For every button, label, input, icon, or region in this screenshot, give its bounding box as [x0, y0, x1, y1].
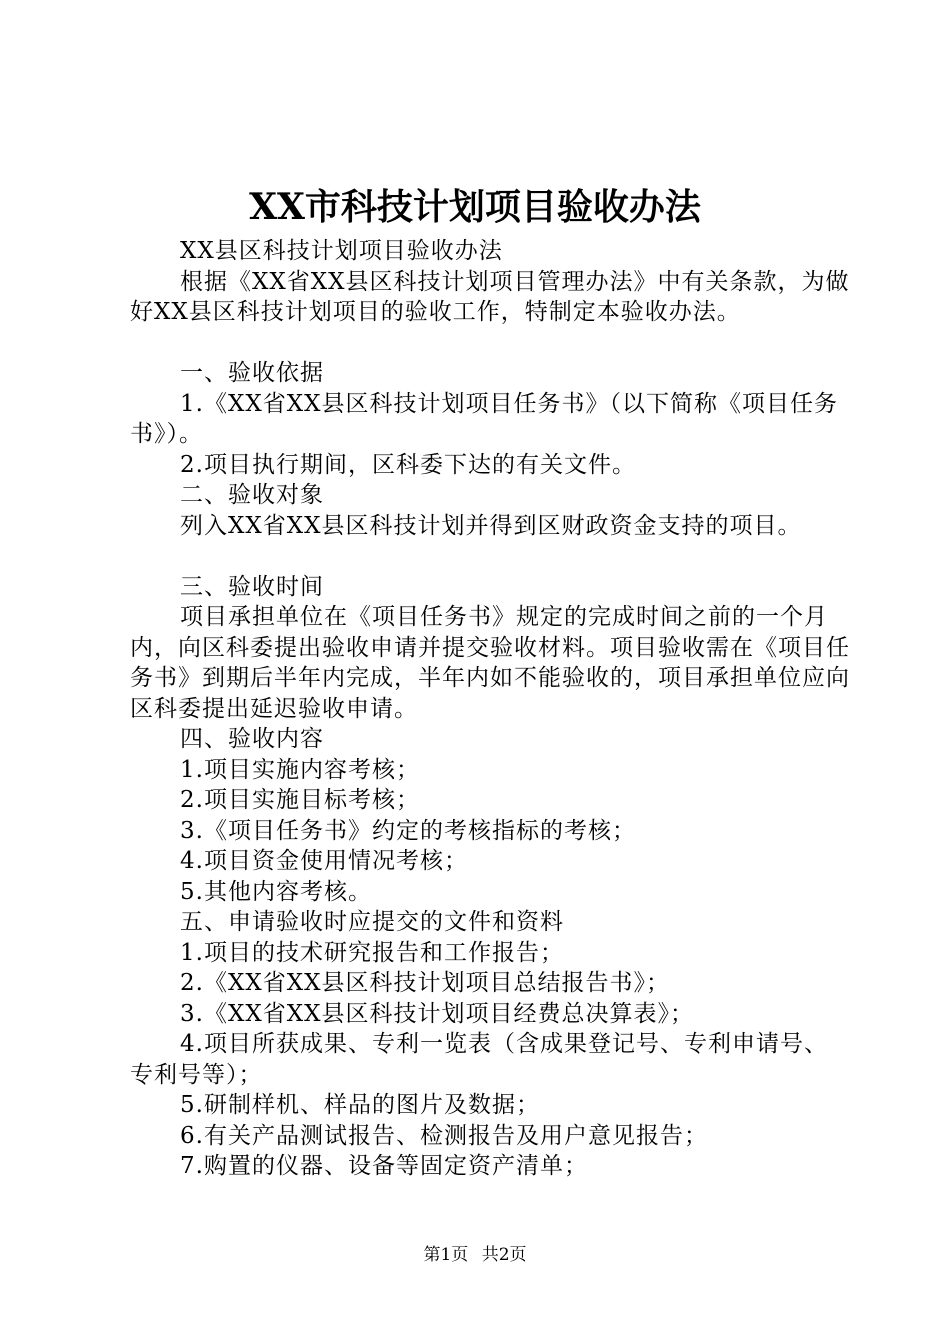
section-heading: 一、验收依据 — [180, 360, 324, 386]
page-footer — [0, 1243, 950, 1267]
list-item: 7.购置的仪器、设备等固定资产清单； — [180, 1153, 588, 1179]
section-heading: 二、验收对象 — [180, 482, 324, 508]
page-total: 共2页 — [481, 1245, 527, 1265]
blank-line — [130, 328, 850, 359]
paragraph: 1.《XX省XX县区科技计划项目任务书》（以下简称《项目任务书》）。 — [130, 390, 838, 447]
list-item: 5.研制样机、样品的图片及数据； — [180, 1092, 540, 1118]
list-item: 3.《XX省XX县区科技计划项目经费总决算表》； — [180, 1000, 694, 1027]
list-item: 2.项目实施目标考核； — [180, 787, 420, 813]
section-heading: 三、验收时间 — [180, 573, 324, 600]
document-title: XX市科技计划项目验收办法 — [249, 186, 701, 228]
section-heading: 四、验收内容 — [180, 726, 324, 752]
paragraph: 2.项目执行期间，区科委下达的有关文件。 — [180, 451, 636, 478]
list-item: 4.项目资金使用情况考核； — [180, 848, 468, 874]
document-body — [130, 236, 850, 1182]
section-heading: 五、申请验收时应提交的文件和资料 — [180, 909, 564, 935]
paragraph: 项目承担单位在《项目任务书》规定的完成时间之前的一个月内，向区科委提出验收申请并提交验收材料。项目验收需在《项目任务书》到期后半年内完成，半年内如不能验收的，项目承担单位应向区科委提出延迟验收申请。 — [130, 604, 850, 722]
paragraph: XX县区科技计划项目验收办法 — [180, 238, 503, 264]
list-item: 1.项目的技术研究报告和工作报告； — [180, 939, 564, 966]
list-item: 5.其他内容考核。 — [180, 878, 372, 905]
page-number: 第1页 — [423, 1245, 469, 1265]
list-item: 3.《项目任务书》约定的考核指标的考核； — [180, 817, 636, 844]
list-item: 1.项目实施内容考核； — [180, 756, 420, 783]
list-item: 2.《XX省XX县区科技计划项目总结报告书》； — [180, 970, 670, 996]
blank-line — [130, 541, 850, 572]
paragraph: 列入XX省XX县区科技计划并得到区财政资金支持的项目。 — [180, 512, 802, 539]
list-item: 4.项目所获成果、专利一览表（含成果登记号、专利申请号、专利号等）； — [130, 1031, 828, 1088]
list-item: 6.有关产品测试报告、检测报告及用户意见报告； — [180, 1122, 708, 1149]
paragraph: 根据《XX省XX县区科技计划项目管理办法》中有关条款，为做好XX县区科技计划项目的验收工作，特制定本验收办法。 — [130, 268, 850, 325]
